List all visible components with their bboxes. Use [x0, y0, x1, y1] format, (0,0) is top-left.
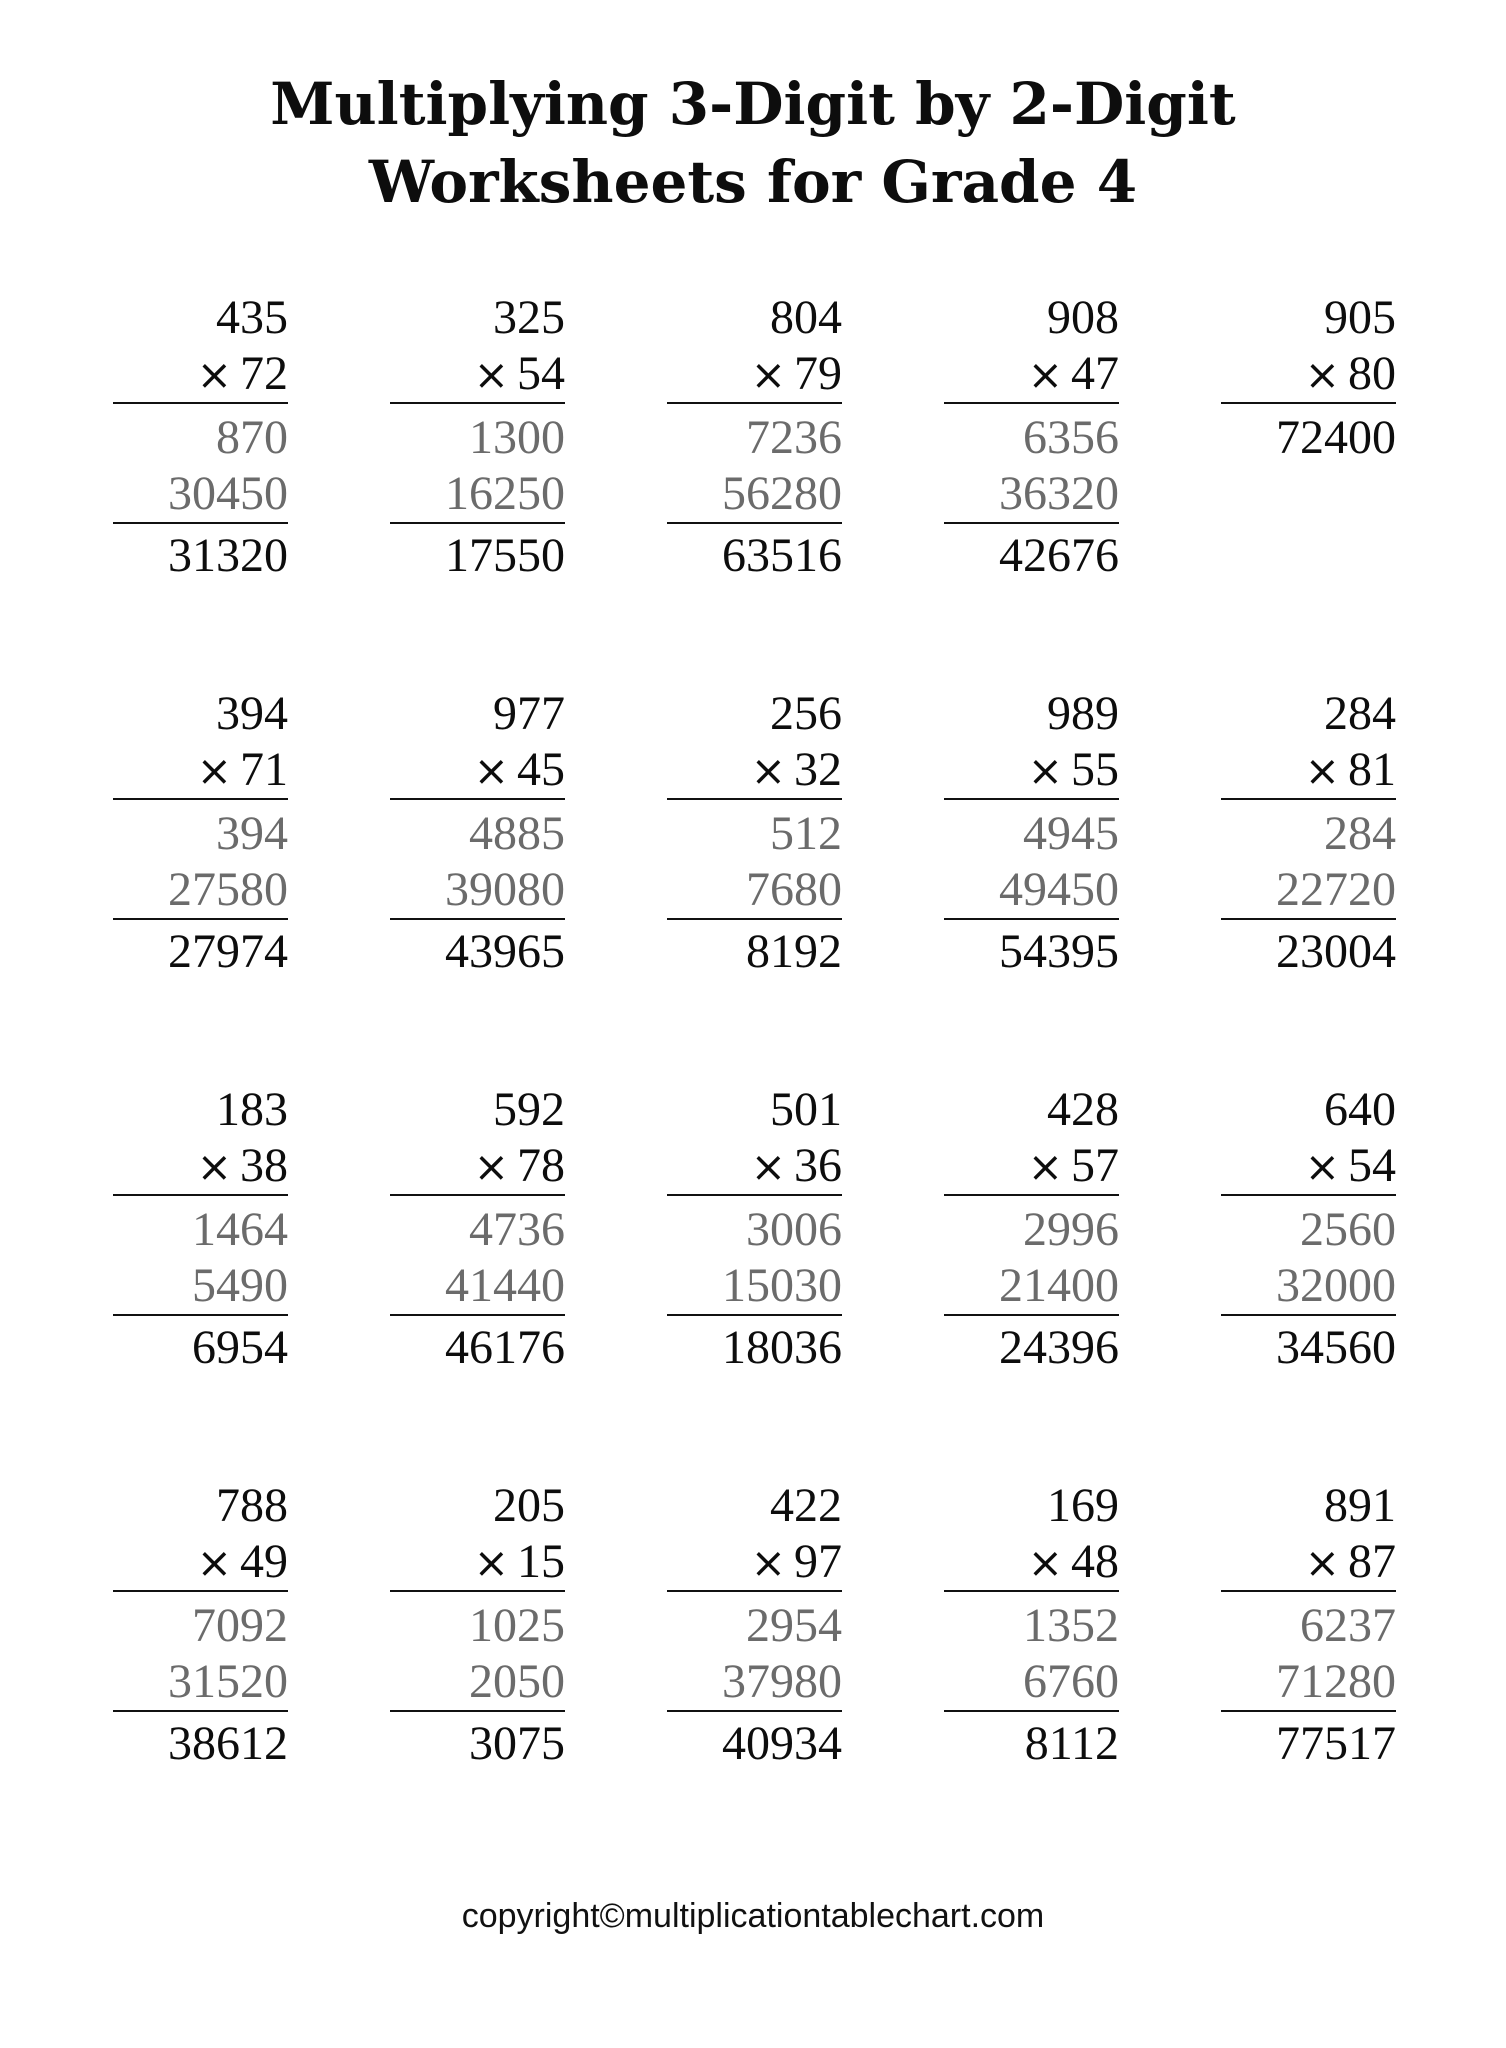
- product-answer: 18036: [722, 1321, 842, 1374]
- multiplier: 80: [1348, 347, 1396, 400]
- multiplier-line: [944, 1138, 1119, 1194]
- sum-underline: [390, 1710, 565, 1712]
- multiplication-problem: [113, 290, 288, 584]
- underline: [1221, 1590, 1396, 1592]
- partial-product: 284: [1324, 807, 1396, 860]
- underline: [944, 1194, 1119, 1196]
- product-answer: 77517: [1276, 1717, 1396, 1770]
- times-sign: ×: [196, 1538, 232, 1587]
- product-answer: 31320: [168, 529, 288, 582]
- times-sign: ×: [750, 1538, 786, 1587]
- times-sign: ×: [1304, 350, 1340, 399]
- sum-underline: [944, 1314, 1119, 1316]
- sum-underline: [113, 522, 288, 524]
- partial-product: 1352: [1023, 1599, 1119, 1652]
- multiplier: 79: [794, 347, 842, 400]
- underline: [390, 1194, 565, 1196]
- multiplicand: 977: [493, 687, 565, 740]
- product-answer: 24396: [999, 1321, 1119, 1374]
- sum-underline: [1221, 1710, 1396, 1712]
- partial-product: 4736: [469, 1203, 565, 1256]
- partial-product: 6237: [1300, 1599, 1396, 1652]
- product-answer: 63516: [722, 529, 842, 582]
- partial-product: 49450: [999, 863, 1119, 916]
- partial-product: 2996: [1023, 1203, 1119, 1256]
- partial-product: 1464: [192, 1203, 288, 1256]
- multiplier: 38: [240, 1139, 288, 1192]
- partial-product: 1025: [469, 1599, 565, 1652]
- multiplier: 48: [1071, 1535, 1119, 1588]
- multiplicand: 908: [1047, 291, 1119, 344]
- multiplicand: 325: [493, 291, 565, 344]
- multiplicand: 640: [1324, 1083, 1396, 1136]
- underline: [390, 1590, 565, 1592]
- multiplication-problem: [1221, 686, 1396, 980]
- multiplication-problem: [944, 1478, 1119, 1772]
- sum-underline: [390, 1314, 565, 1316]
- multiplicand: 891: [1324, 1479, 1396, 1532]
- partial-product: 41440: [445, 1259, 565, 1312]
- product-answer: 3075: [469, 1717, 565, 1770]
- product-answer: 40934: [722, 1717, 842, 1770]
- partial-product: 6760: [1023, 1655, 1119, 1708]
- underline: [667, 1590, 842, 1592]
- partial-product: 21400: [999, 1259, 1119, 1312]
- product-answer: 27974: [168, 925, 288, 978]
- times-sign: ×: [1027, 350, 1063, 399]
- underline: [1221, 798, 1396, 800]
- times-sign: ×: [196, 1142, 232, 1191]
- multiplication-problem: [113, 686, 288, 980]
- partial-product: 6356: [1023, 411, 1119, 464]
- multiplicand: 256: [770, 687, 842, 740]
- product-answer: 8192: [746, 925, 842, 978]
- multiplication-problem: [113, 1082, 288, 1376]
- partial-product: 2954: [746, 1599, 842, 1652]
- multiplier-line: [667, 742, 842, 798]
- multiplication-problem: [944, 290, 1119, 584]
- times-sign: ×: [1027, 1538, 1063, 1587]
- sum-underline: [944, 918, 1119, 920]
- multiplication-problem: [1221, 1082, 1396, 1376]
- product-answer: 6954: [192, 1321, 288, 1374]
- underline: [390, 402, 565, 404]
- sum-underline: [944, 522, 1119, 524]
- partial-product: 22720: [1276, 863, 1396, 916]
- underline: [390, 798, 565, 800]
- multiplicand: 394: [216, 687, 288, 740]
- partial-product: 394: [216, 807, 288, 860]
- multiplier-line: [944, 346, 1119, 402]
- partial-product: 512: [770, 807, 842, 860]
- underline: [667, 402, 842, 404]
- product-answer: 42676: [999, 529, 1119, 582]
- multiplier-line: [113, 1138, 288, 1194]
- multiplier-line: [113, 1534, 288, 1590]
- partial-product: 870: [216, 411, 288, 464]
- multiplier: 15: [517, 1535, 565, 1588]
- multiplier-line: [390, 346, 565, 402]
- sum-underline: [1221, 1314, 1396, 1316]
- underline: [113, 1590, 288, 1592]
- sum-underline: [113, 918, 288, 920]
- times-sign: ×: [1304, 1538, 1340, 1587]
- multiplier: 78: [517, 1139, 565, 1192]
- multiplicand: 205: [493, 1479, 565, 1532]
- partial-product: 30450: [168, 467, 288, 520]
- multiplier: 47: [1071, 347, 1119, 400]
- multiplier: 87: [1348, 1535, 1396, 1588]
- partial-product: 15030: [722, 1259, 842, 1312]
- underline: [113, 1194, 288, 1196]
- multiplier-line: [1221, 742, 1396, 798]
- underline: [667, 798, 842, 800]
- multiplier-line: [667, 1534, 842, 1590]
- multiplication-problem: [667, 290, 842, 584]
- multiplicand: 905: [1324, 291, 1396, 344]
- multiplicand: 435: [216, 291, 288, 344]
- times-sign: ×: [473, 350, 509, 399]
- multiplier-line: [390, 1534, 565, 1590]
- multiplicand: 422: [770, 1479, 842, 1532]
- partial-product: 4945: [1023, 807, 1119, 860]
- partial-product: 7092: [192, 1599, 288, 1652]
- multiplier: 55: [1071, 743, 1119, 796]
- underline: [1221, 1194, 1396, 1196]
- partial-product: 5490: [192, 1259, 288, 1312]
- product-answer: 54395: [999, 925, 1119, 978]
- multiplier: 81: [1348, 743, 1396, 796]
- multiplicand: 804: [770, 291, 842, 344]
- multiplication-problem: [667, 686, 842, 980]
- multiplier-line: [390, 1138, 565, 1194]
- multiplier: 72: [240, 347, 288, 400]
- multiplication-problem: [390, 1478, 565, 1772]
- page-title: Multiplying 3-Digit by 2-Digit: [270, 70, 1236, 138]
- product-answer: 23004: [1276, 925, 1396, 978]
- times-sign: ×: [473, 1142, 509, 1191]
- multiplier: 54: [1348, 1139, 1396, 1192]
- multiplication-problem: [390, 1082, 565, 1376]
- times-sign: ×: [750, 746, 786, 795]
- multiplier: 57: [1071, 1139, 1119, 1192]
- times-sign: ×: [196, 350, 232, 399]
- product-answer: 38612: [168, 1717, 288, 1770]
- multiplication-problem: [390, 686, 565, 980]
- times-sign: ×: [473, 1538, 509, 1587]
- copyright-footer: copyright©multiplicationtablechart.com: [461, 1897, 1045, 1935]
- partial-product: 7680: [746, 863, 842, 916]
- multiplier: 36: [794, 1139, 842, 1192]
- multiplication-problem: [113, 1478, 288, 1772]
- times-sign: ×: [750, 350, 786, 399]
- underline: [113, 402, 288, 404]
- multiplier-line: [1221, 346, 1396, 402]
- product-answer: 43965: [445, 925, 565, 978]
- partial-product: 27580: [168, 863, 288, 916]
- sum-underline: [667, 522, 842, 524]
- product-answer: 17550: [445, 529, 565, 582]
- underline: [1221, 402, 1396, 404]
- product-answer: 34560: [1276, 1321, 1396, 1374]
- multiplicand: 592: [493, 1083, 565, 1136]
- multiplier-line: [944, 1534, 1119, 1590]
- multiplier: 49: [240, 1535, 288, 1588]
- multiplicand: 183: [216, 1083, 288, 1136]
- multiplicand: 501: [770, 1083, 842, 1136]
- sum-underline: [1221, 918, 1396, 920]
- product-answer: 8112: [1024, 1717, 1119, 1770]
- underline: [944, 402, 1119, 404]
- multiplication-problem: [667, 1082, 842, 1376]
- partial-product: 2050: [469, 1655, 565, 1708]
- times-sign: ×: [1304, 1142, 1340, 1191]
- multiplication-problem: [944, 1082, 1119, 1376]
- underline: [667, 1194, 842, 1196]
- times-sign: ×: [1304, 746, 1340, 795]
- multiplier-line: [1221, 1138, 1396, 1194]
- times-sign: ×: [196, 746, 232, 795]
- multiplier: 45: [517, 743, 565, 796]
- multiplier: 32: [794, 743, 842, 796]
- multiplier-line: [667, 1138, 842, 1194]
- multiplication-problem: [667, 1478, 842, 1772]
- multiplicand: 169: [1047, 1479, 1119, 1532]
- partial-product: 4885: [469, 807, 565, 860]
- multiplier-line: [113, 742, 288, 798]
- partial-product: 2560: [1300, 1203, 1396, 1256]
- multiplication-problem: [1221, 1478, 1396, 1772]
- partial-product: 71280: [1276, 1655, 1396, 1708]
- partial-product: 37980: [722, 1655, 842, 1708]
- partial-product: 1300: [469, 411, 565, 464]
- underline: [944, 798, 1119, 800]
- multiplicand: 284: [1324, 687, 1396, 740]
- partial-product: 39080: [445, 863, 565, 916]
- sum-underline: [390, 918, 565, 920]
- multiplier-line: [944, 742, 1119, 798]
- underline: [944, 1590, 1119, 1592]
- multiplicand: 989: [1047, 687, 1119, 740]
- multiplier-line: [667, 346, 842, 402]
- product-answer: 46176: [445, 1321, 565, 1374]
- multiplication-problem: [390, 290, 565, 584]
- sum-underline: [667, 918, 842, 920]
- sum-underline: [390, 522, 565, 524]
- partial-product: 3006: [746, 1203, 842, 1256]
- partial-product: 16250: [445, 467, 565, 520]
- partial-product: 36320: [999, 467, 1119, 520]
- multiplicand: 428: [1047, 1083, 1119, 1136]
- sum-underline: [667, 1710, 842, 1712]
- multiplier-line: [390, 742, 565, 798]
- multiplier: 71: [240, 743, 288, 796]
- multiplier: 54: [517, 347, 565, 400]
- times-sign: ×: [473, 746, 509, 795]
- multiplication-problem: [1221, 290, 1396, 466]
- multiplicand: 788: [216, 1479, 288, 1532]
- sum-underline: [113, 1314, 288, 1316]
- underline: [113, 798, 288, 800]
- multiplier-line: [113, 346, 288, 402]
- multiplier: 97: [794, 1535, 842, 1588]
- page-subtitle: Worksheets for Grade 4: [368, 148, 1138, 216]
- partial-product: 7236: [746, 411, 842, 464]
- multiplier-line: [1221, 1534, 1396, 1590]
- sum-underline: [667, 1314, 842, 1316]
- partial-product: 32000: [1276, 1259, 1396, 1312]
- times-sign: ×: [1027, 1142, 1063, 1191]
- times-sign: ×: [1027, 746, 1063, 795]
- sum-underline: [113, 1710, 288, 1712]
- partial-product: 56280: [722, 467, 842, 520]
- partial-product: 31520: [168, 1655, 288, 1708]
- product-answer: 72400: [1276, 411, 1396, 464]
- multiplication-problem: [944, 686, 1119, 980]
- sum-underline: [944, 1710, 1119, 1712]
- times-sign: ×: [750, 1142, 786, 1191]
